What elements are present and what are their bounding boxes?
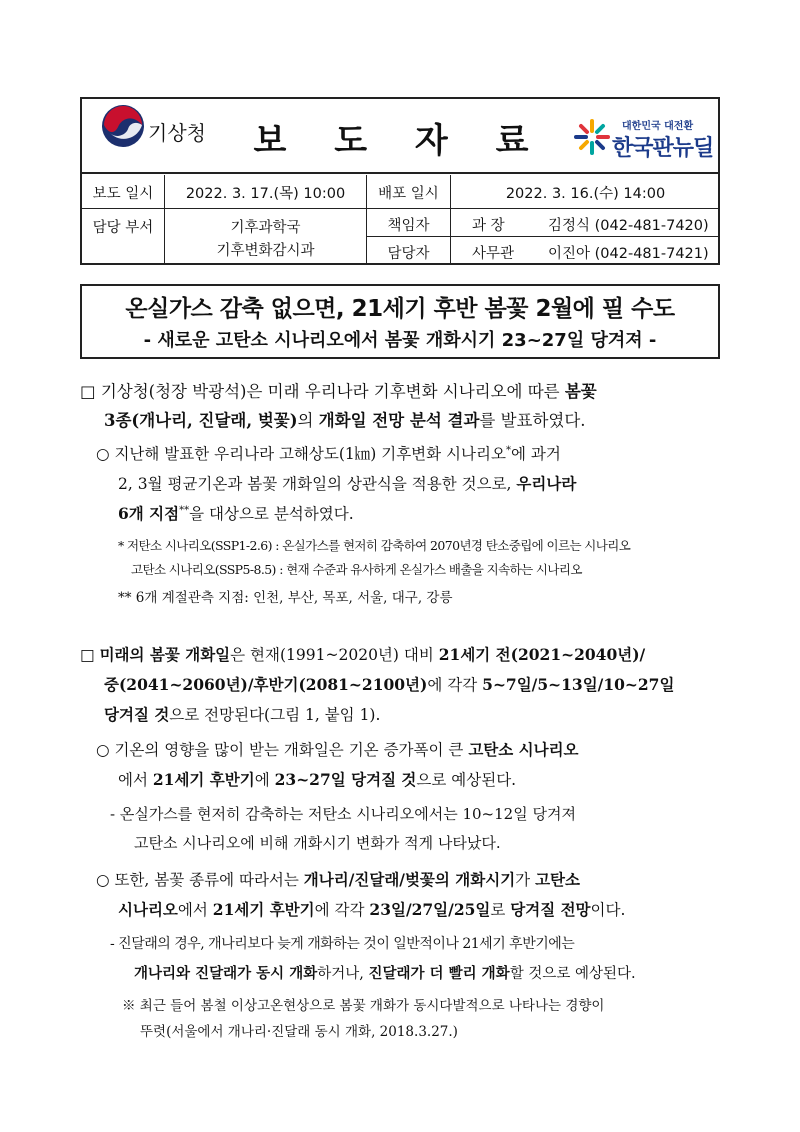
text-run: 21세기 후반기 bbox=[152, 770, 255, 789]
text-run: 우리나라 bbox=[516, 474, 577, 493]
text-run: □ 기상청(청장 박광석)은 미래 우리나라 기후변화 시나리오에 따른 bbox=[80, 382, 565, 401]
reference-note: 뚜렷(서울에서 개나리·진달래 동시 개화, 2018.3.27.) bbox=[140, 1024, 458, 1040]
text-run: 에 각각 bbox=[314, 901, 370, 919]
newdeal-tagline: 대한민국 대전환 bbox=[622, 121, 694, 132]
paragraph-line: - 온실가스를 현저히 감축하는 저탄소 시나리오에서는 10~12일 당겨져 bbox=[110, 805, 576, 823]
label-report-date: 보도 일시 bbox=[92, 186, 154, 202]
paragraph-line bbox=[104, 673, 674, 695]
text-run: ** bbox=[179, 504, 190, 516]
text-run: ○ 기온의 영향을 많이 받는 개화일은 기온 증가폭이 큰 bbox=[96, 741, 469, 759]
text-run: 할 것으로 예상된다. bbox=[509, 966, 636, 982]
text-run: 미래의 봄꽃 개화일 bbox=[99, 645, 231, 664]
paragraph-line bbox=[118, 472, 576, 494]
label-contact: 담당자 bbox=[387, 246, 430, 262]
text-run: 개나리와 진달래가 동시 개화 bbox=[134, 965, 318, 982]
text-run: 23일/27일/25일 bbox=[369, 900, 491, 919]
label-dist-date: 배포 일시 bbox=[378, 186, 439, 202]
text-run: ○ 지난해 발표한 우리나라 고해상도(1㎞) 기후변화 시나리오 bbox=[96, 445, 506, 463]
text-run: 이다. bbox=[590, 901, 626, 919]
row-divider bbox=[367, 236, 720, 237]
text-run: 에 각각 bbox=[427, 676, 483, 694]
text-run: 진달래가 더 빨리 개화 bbox=[368, 965, 510, 982]
text-run: 은 현재(1991~2020년) 대비 bbox=[230, 646, 439, 664]
value-dept-1: 기후과학국 bbox=[230, 220, 301, 236]
text-run: 개화일 전망 분석 결과 bbox=[318, 411, 480, 430]
paragraph-line bbox=[118, 898, 625, 920]
text-run: ○ 또한, 봄꽃 종류에 따라서는 bbox=[96, 871, 304, 889]
text-run: 고탄소 bbox=[535, 870, 580, 889]
paragraph-line: - 진달래의 경우, 개나리보다 늦게 개화하는 것이 일반적이나 21세기 후반기에는 bbox=[110, 936, 575, 952]
text-run: 시나리오 bbox=[118, 900, 178, 919]
responsible-role: 과 장 bbox=[472, 218, 505, 234]
paragraph-line bbox=[118, 768, 516, 790]
row-divider bbox=[80, 208, 720, 209]
text-run: □ bbox=[80, 646, 100, 664]
text-run: 고탄소 시나리오 bbox=[468, 740, 579, 759]
text-run: 의 bbox=[297, 411, 319, 430]
headline-subtitle: - 새로운 고탄소 시나리오에서 봄꽃 개화시기 23~27일 당겨져 - bbox=[143, 330, 657, 351]
value-report-date: 2022. 3. 17.(목) 10:00 bbox=[185, 186, 346, 202]
footnote: ** 6개 계절관측 지점: 인천, 부산, 목포, 서울, 대구, 강릉 bbox=[118, 590, 453, 606]
text-run: 에서 bbox=[118, 771, 153, 789]
newdeal-logo-icon bbox=[573, 118, 611, 156]
text-run: 개나리/진달래/벚꽃의 개화시기 bbox=[303, 870, 516, 889]
text-run: 21세기 후반기 bbox=[212, 900, 315, 919]
footnote: 고탄소 시나리오(SSP5-8.5) : 현재 수준과 유사하게 온실가스 배출을 지속하는 시나리오 bbox=[131, 562, 582, 577]
label-dept: 담당 부서 bbox=[92, 220, 154, 236]
text-run: 23~27일 당겨질 것 bbox=[274, 770, 417, 789]
kma-logo-icon bbox=[100, 103, 146, 149]
paragraph-line bbox=[80, 378, 597, 402]
paragraph-line bbox=[134, 962, 636, 983]
paragraph-line bbox=[104, 407, 586, 431]
text-run: 으로 전망된다(그림 1, 붙임 1). bbox=[169, 706, 381, 724]
text-run: 5~7일/5~13일/10~27일 bbox=[482, 675, 675, 694]
value-dist-date: 2022. 3. 16.(수) 14:00 bbox=[505, 186, 666, 202]
paragraph-line bbox=[96, 738, 579, 760]
text-run: 중(2041~2060년)/후반기(2081~2100년) bbox=[104, 675, 428, 694]
text-run: 를 발표하였다. bbox=[479, 411, 586, 430]
paragraph-line bbox=[96, 442, 561, 464]
responsible-info: 김정식 (042-481-7420) bbox=[548, 218, 709, 234]
text-run: 하거나, bbox=[317, 966, 369, 982]
footnote: * 저탄소 시나리오(SSP1-2.6) : 온실가스를 현저히 감축하여 2070년경 탄소중립에 이르는 시나리오 bbox=[118, 538, 631, 553]
text-run: 에 bbox=[254, 771, 275, 789]
paragraph-line bbox=[118, 502, 354, 524]
paragraph-line bbox=[80, 643, 645, 665]
text-run: 21세기 전(2021~2040년)/ bbox=[438, 645, 646, 664]
page-title: 보 도 자 료 bbox=[253, 121, 547, 161]
text-run: 6개 지점 bbox=[118, 504, 180, 523]
contact-role: 사무관 bbox=[472, 246, 515, 262]
agency-name: 기상청 bbox=[148, 121, 206, 145]
text-run: 3종(개나리, 진달래, 벚꽃) bbox=[104, 411, 298, 430]
text-run: 당겨질 것 bbox=[104, 705, 170, 724]
newdeal-brand: 한국판뉴딜 bbox=[612, 136, 714, 161]
paragraph-line bbox=[96, 868, 580, 890]
text-run: 봄꽃 bbox=[564, 382, 597, 401]
text-run: 에서 bbox=[177, 901, 213, 919]
text-run: 가 bbox=[515, 871, 536, 889]
text-run: 당겨질 전망 bbox=[510, 900, 591, 919]
text-run: 으로 예상된다. bbox=[416, 771, 517, 789]
text-run: 로 bbox=[490, 901, 511, 919]
label-responsible: 책임자 bbox=[387, 218, 430, 234]
paragraph-line: 고탄소 시나리오에 비해 개화시기 변화가 적게 나타났다. bbox=[134, 834, 501, 852]
text-run: 2, 3월 평균기온과 봄꽃 개화일의 상관식을 적용한 것으로, bbox=[118, 475, 517, 493]
reference-note: ※ 최근 들어 봄철 이상고온현상으로 봄꽃 개화가 동시다발적으로 나타나는 경향이 bbox=[122, 998, 605, 1014]
contact-info: 이진아 (042-481-7421) bbox=[548, 246, 709, 262]
text-run: * bbox=[505, 444, 511, 456]
headline-title: 온실가스 감축 없으면, 21세기 후반 봄꽃 2월에 필 수도 bbox=[125, 296, 675, 322]
text-run: 을 대상으로 분석하였다. bbox=[189, 505, 354, 523]
value-dept-2: 기후변화감시과 bbox=[216, 243, 315, 259]
paragraph-line bbox=[104, 703, 380, 725]
text-run: 에 과거 bbox=[510, 445, 561, 463]
